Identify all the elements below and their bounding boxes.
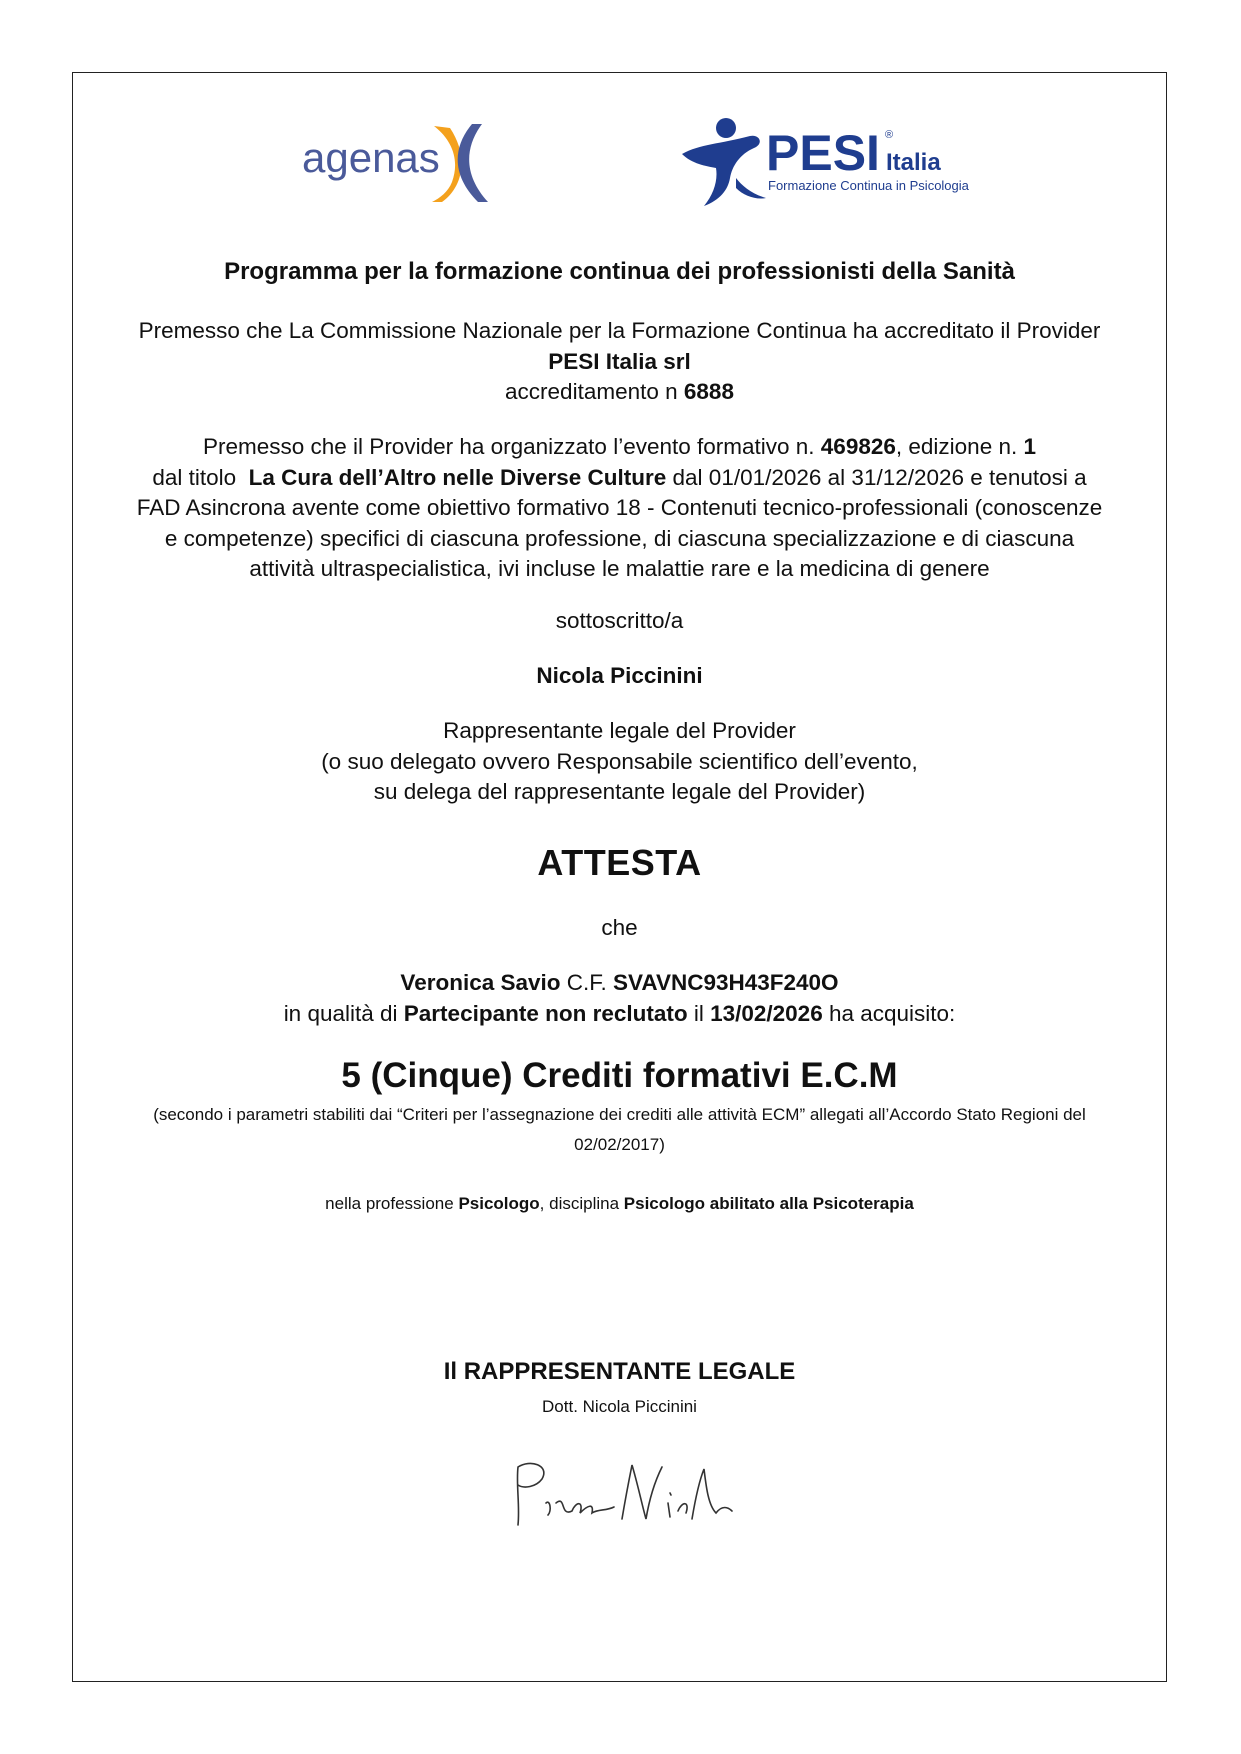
- accreditation-number: 6888: [683, 379, 734, 404]
- attesta-heading: ATTESTA: [537, 842, 702, 883]
- event-objective-line: attività ultraspecialistica, ivi incluse le malattie rare e la medicina di genere: [249, 556, 990, 581]
- svg-text:Italia: Italia: [886, 149, 941, 176]
- edition-number: 1: [1023, 434, 1036, 459]
- event-title: La Cura dell’Altro nelle Diverse Culture: [248, 464, 667, 490]
- acquired-text: ha acquisito:: [822, 1000, 956, 1026]
- provider-name: PESI Italia srl: [548, 348, 691, 374]
- che-text: che: [601, 915, 638, 940]
- event-dates: dal 01/01/2026 al 31/12/2026 e tenutosi a: [666, 464, 1087, 490]
- role-line: su delega del rappresentante legale del Provider): [373, 779, 866, 804]
- role-line: Rappresentante legale del Provider: [443, 718, 796, 743]
- profession-value: Psicologo: [458, 1194, 540, 1213]
- title-label: dal titolo: [152, 464, 249, 490]
- discipline-value: Psicologo abilitato alla Psicoterapia: [623, 1194, 914, 1213]
- profession-label: nella professione: [325, 1194, 459, 1213]
- event-objective-line: FAD Asincrona avente come obiettivo formativo 18 - Contenuti tecnico-professionali (conoscenze: [136, 495, 1103, 520]
- program-heading: Programma per la formazione continua dei professionisti della Sanità: [224, 258, 1015, 285]
- participant-block: [72, 968, 1167, 1029]
- role-line: (o suo delegato ovvero Responsabile scientifico dell’evento,: [321, 748, 918, 774]
- qualita-text: in qualità di: [283, 1000, 404, 1026]
- premise-accreditation: [72, 316, 1167, 408]
- svg-text:Formazione Continua in Psicolo: Formazione Continua in Psicologia: [768, 178, 969, 193]
- svg-text:PESI: PESI: [766, 125, 880, 181]
- participant-cf: SVAVNC93H43F240O: [613, 970, 839, 995]
- accreditation-label: accreditamento n: [505, 379, 678, 404]
- legal-rep-title: Il RAPPRESENTANTE LEGALE: [443, 1358, 796, 1385]
- event-number: 469826: [820, 434, 896, 459]
- event-objective-line: e competenze) specifici di ciascuna professione, di ciascuna specializzazione e di ciascuna: [164, 525, 1075, 551]
- cf-label: C.F.: [560, 970, 614, 995]
- participant-name: Veronica Savio: [400, 970, 561, 995]
- pesi-logo: [680, 114, 990, 208]
- premise-line: Premesso che La Commissione Nazionale per la Formazione Continua ha accreditato il Provider: [138, 318, 1101, 343]
- event-text: Premesso che il Provider ha organizzato l’evento formativo n.: [203, 434, 821, 459]
- criteria-line: (secondo i parametri stabiliti dai “Criteri per l’assegnazione dei crediti alle attività ECM” allegati all’Accordo Stato Regioni del: [153, 1105, 1086, 1124]
- svg-text:agenas: agenas: [302, 134, 440, 181]
- premise-event: [72, 432, 1167, 585]
- agenas-logo: [302, 118, 517, 204]
- svg-text:®: ®: [885, 129, 894, 141]
- sottoscritto: sottoscritto/a: [555, 608, 684, 633]
- criteria-line: 02/02/2017): [574, 1135, 665, 1154]
- signer-name: Nicola Piccinini: [536, 663, 703, 688]
- criteria-note: [72, 1100, 1167, 1160]
- profession-line: [72, 1189, 1167, 1219]
- credits-heading: 5 (Cinque) Crediti formativi E.C.M: [341, 1056, 898, 1095]
- date-label: il: [687, 1000, 711, 1026]
- discipline-label: , disciplina: [539, 1194, 624, 1213]
- edition-text: , edizione n.: [895, 434, 1024, 459]
- acquisition-date: 13/02/2026: [710, 1000, 823, 1026]
- signer-role: [72, 716, 1167, 808]
- legal-rep-name: Dott. Nicola Piccinini: [542, 1397, 697, 1416]
- participant-role: Partecipante non reclutato: [403, 1000, 688, 1026]
- signature: [510, 1455, 740, 1535]
